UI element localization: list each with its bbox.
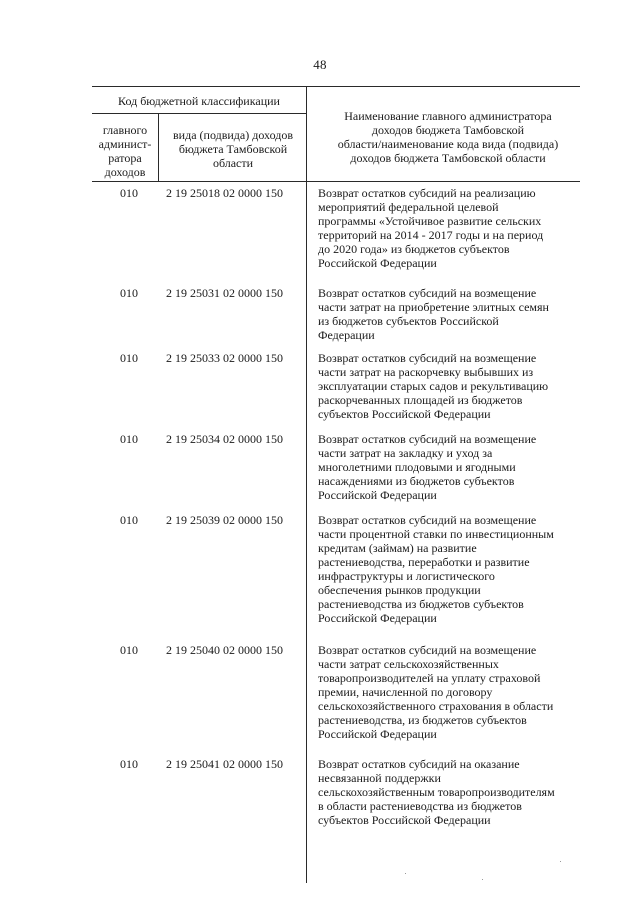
row-description-line: растениеводства из бюджетов субъектов [318,597,524,611]
row-admin-code: 010 [120,513,138,527]
row-admin-code: 010 [120,351,138,365]
page-number: 48 [313,57,327,72]
row-description-line: Возврат остатков субсидий на возмещение [318,432,537,446]
row-admin-code: 010 [120,432,138,446]
row-description-line: мероприятий федеральной целевой [318,200,499,214]
header-bottom-rule [92,181,580,182]
header-group-rule [92,113,306,114]
row-admin-code: 010 [120,643,138,657]
row-description-line: из бюджетов субъектов Российской [318,314,499,328]
row-budget-code: 2 19 25034 02 0000 150 [166,432,283,446]
row-description-line: сельскохозяйственным товаропроизводителям [318,785,555,799]
row-budget-code: 2 19 25039 02 0000 150 [166,513,283,527]
header-line: главного [102,123,148,137]
row-description [318,286,588,342]
header-line: доходов бюджета Тамбовской [371,123,525,137]
row-description-line: кредитам (займам) на развитие [318,541,477,555]
row-budget-code: 2 19 25033 02 0000 150 [166,351,283,365]
row-admin-code: 010 [120,286,138,300]
table-top-rule [92,86,580,87]
row-description-line: части процентной ставки по инвестиционным [318,527,554,541]
row-description-line: Федерации [318,328,375,342]
row-description-line: Российской Федерации [318,727,437,741]
header-group-title: Код бюджетной классификации [118,94,280,108]
row-description-line: сельскохозяйственного страхования в области [318,699,554,713]
header-income-type-code [160,128,306,170]
row-description-line: Возврат остатков субсидий на возмещение [318,286,537,300]
row-description-line: товаропроизводителей на уплату страховой [318,671,541,685]
header-line: ратора [108,151,142,165]
row-description-line: обеспечения рынков продукции [318,583,481,597]
row-description [318,643,588,741]
row-description-line: Российской Федерации [318,488,437,502]
row-budget-code: 2 19 25041 02 0000 150 [166,757,283,771]
header-admin-code [94,123,156,179]
header-line: Наименование главного администратора [344,109,552,123]
row-description-line: растениеводства, из бюджетов субъектов [318,713,527,727]
row-description-line: программы «Устойчивое развитие сельских [318,214,542,228]
row-description-line: раскорчеванных площадей из бюджетов [318,393,523,407]
row-description-line: премии, начисленной по договору [318,685,493,699]
header-line: доходов [104,165,146,179]
row-description [318,351,588,421]
row-description-line: части затрат на закладку и уход за [318,446,493,460]
row-description-line: Возврат остатков субсидий на реализацию [318,186,536,200]
scan-speck [482,879,483,880]
row-description-line: Российской Федерации [318,611,437,625]
row-description-line: Российской Федерации [318,256,437,270]
row-description [318,513,588,625]
row-description-line: части затрат на раскорчевку выбывших из [318,365,534,379]
header-line: области [212,156,254,170]
row-description-line: растениеводства, переработки и развитие [318,555,530,569]
row-description [318,186,588,270]
row-description [318,757,588,827]
row-description-line: территорий на 2014 - 2017 годы и на период [318,228,544,242]
header-line: доходов бюджета Тамбовской области [350,151,546,165]
header-line: админист- [98,137,152,151]
row-description-line: субъектов Российской Федерации [318,407,491,421]
row-description-line: несвязанной поддержки [318,771,441,785]
row-description-line: субъектов Российской Федерации [318,813,491,827]
row-description-line: Возврат остатков субсидий на возмещение [318,513,537,527]
row-description-line: инфраструктуры и логистического [318,569,495,583]
admin-column-divider [158,114,159,182]
row-budget-code: 2 19 25040 02 0000 150 [166,643,283,657]
row-description-line: многолетними плодовыми и ягодными [318,460,516,474]
header-administrator-name [306,109,590,165]
row-description-line: Возврат остатков субсидий на возмещение [318,643,537,657]
header-line: области/наименование кода вида (подвида) [337,137,559,151]
name-column-divider [306,87,307,883]
row-description-line: Возврат остатков субсидий на возмещение [318,351,537,365]
row-description-line: части затрат на приобретение элитных семян [318,300,549,314]
header-line: вида (подвида) доходов [173,128,293,142]
row-budget-code: 2 19 25018 02 0000 150 [166,186,283,200]
row-description-line: эксплуатации старых садов и рекультивацию [318,379,549,393]
scan-speck [405,873,406,874]
row-admin-code: 010 [120,186,138,200]
scan-speck [560,861,561,862]
row-description-line: насаждениями из бюджетов субъектов [318,474,515,488]
header-line: бюджета Тамбовской [178,142,288,156]
row-description-line: в области растениеводства из бюджетов [318,799,522,813]
row-budget-code: 2 19 25031 02 0000 150 [166,286,283,300]
row-description-line: части затрат сельскохозяйственных [318,657,499,671]
row-admin-code: 010 [120,757,138,771]
row-description [318,432,588,502]
row-description-line: Возврат остатков субсидий на оказание [318,757,520,771]
row-description-line: до 2020 года» из бюджетов субъектов [318,242,510,256]
